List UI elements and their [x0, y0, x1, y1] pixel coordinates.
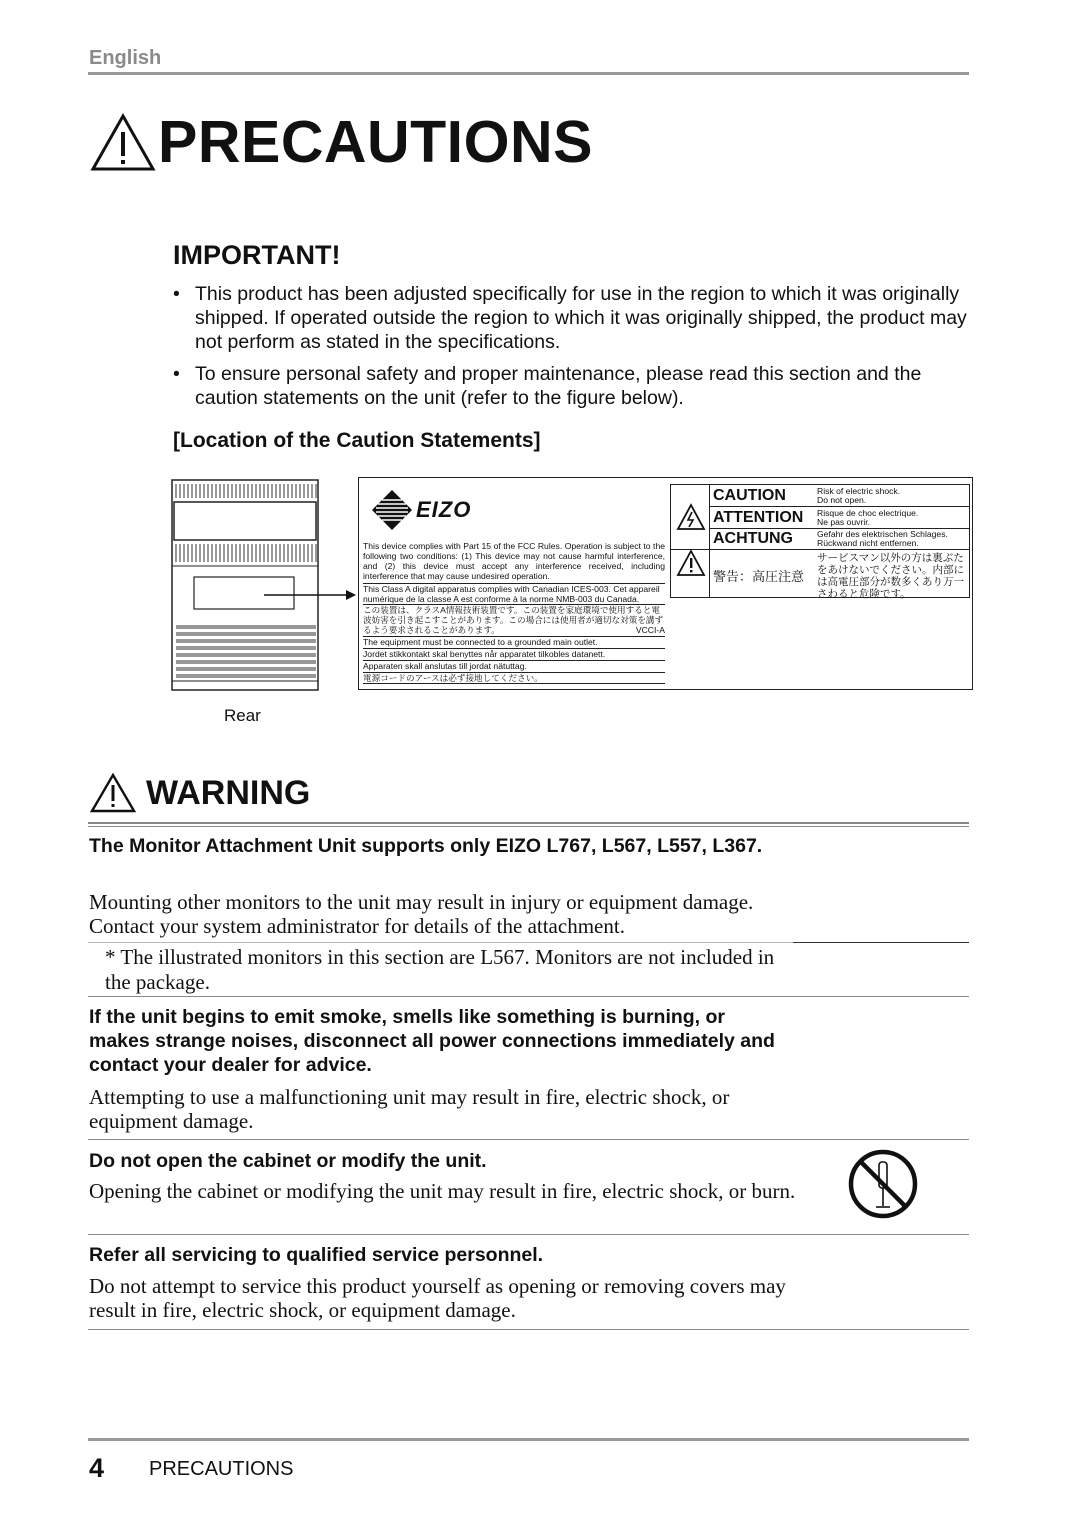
eizo-brand-text: EIZO — [416, 497, 472, 522]
ground-statement-en: The equipment must be connected to a grounded main outlet. — [363, 636, 665, 647]
list-item: • To ensure personal safety and proper maintenance, please read this section and the caution statements on the unit (refer to the figure below). — [170, 362, 980, 410]
header-language: English — [89, 47, 162, 69]
warning-heading — [90, 772, 310, 814]
vcci-text: この装置は、クラスA情報技術装置です。この装置を家庭環境で使用すると電波妨害を引き起こすことがあります。この場合には使用者が適切な対策を講ずるよう要求されることがあります。 — [363, 605, 664, 635]
ground-statement-no: Jordet stikkontakt skal benyttes når apparatet tilkobles datanett. — [363, 648, 665, 659]
warning-triangle-icon — [676, 549, 706, 577]
warning-item-body: Attempting to use a malfunctioning unit may result in fire, electric shock, or equipment damage. — [89, 1085, 730, 1133]
vcci-mark: VCCI-A — [635, 625, 665, 635]
important-list — [170, 282, 980, 418]
important-heading: IMPORTANT! — [173, 240, 341, 270]
achtung-desc — [817, 530, 969, 548]
warning-item-title: Do not open the cabinet or modify the unit. — [89, 1150, 487, 1172]
caution-desc-line: Risk of electric shock. — [817, 486, 901, 496]
electric-shock-icon — [676, 503, 706, 531]
warning-item-body: Do not attempt to service this product yourself as opening or removing covers may result in fire, electric shock, or equipment damage. — [89, 1274, 786, 1322]
warning-note: * The illustrated monitors in this section are L567. Monitors are not included in the package. — [105, 945, 775, 994]
attention-desc-line: Ne pas ouvrir. — [817, 517, 871, 527]
keikoku-desc: サービスマン以外の方は裏ぶたをあけないでください。内部には高電圧部分が数多くあり万一さわると危険です。 — [817, 552, 964, 600]
warning-rule — [88, 822, 969, 827]
table-divider — [709, 484, 710, 598]
page-number: 4 — [89, 1453, 105, 1483]
achtung-desc-line: Gefahr des elektrischen Schlages. — [817, 529, 948, 539]
ices-statement: This Class A digital apparatus complies with Canadian ICES-003. Cet appareil numérique de la classe A est conforme à la norme NMB-003 du Canada. — [363, 583, 665, 604]
warning-rule — [88, 1329, 969, 1330]
table-divider — [709, 506, 970, 507]
vcci-statement — [363, 604, 665, 635]
warning-rule — [88, 1234, 969, 1235]
location-heading: [Location of the Caution Statements] — [173, 429, 541, 452]
caution-word: CAUTION — [713, 487, 786, 504]
attention-desc-line: Risque de choc electrique. — [817, 508, 919, 518]
achtung-word: ACHTUNG — [713, 530, 793, 547]
rear-caption: Rear — [224, 706, 261, 725]
no-disassembly-icon — [846, 1148, 920, 1220]
attention-word: ATTENTION — [713, 509, 804, 526]
warning-rule — [88, 996, 969, 997]
note-rule — [793, 942, 969, 943]
warning-rule — [88, 1139, 969, 1140]
keikoku-word: 警告：高圧注意 — [713, 569, 805, 584]
warning-item-title: Refer all servicing to qualified service personnel. — [89, 1244, 544, 1266]
warning-item-title: The Monitor Attachment Unit supports only EIZO L767, L567, L557, L367. — [89, 835, 763, 857]
eizo-logo — [370, 488, 471, 532]
ground-statement-jp: 電源コードのアースは必ず接地してください。 — [363, 672, 665, 684]
achtung-desc-line: Rückwand nicht entfernen. — [817, 538, 919, 548]
note-rule — [88, 942, 793, 943]
monitor-rear-illustration — [170, 478, 360, 693]
warning-item-body: Opening the cabinet or modifying the unit may result in fire, electric shock, or burn. — [89, 1179, 796, 1203]
caution-desc — [817, 487, 967, 505]
list-item: • This product has been adjusted specifically for use in the region to which it was originally shipped. If operated outside the region to which it was originally shipped, the product may not perform as stated in the specifications. — [170, 282, 980, 354]
ground-statement-se: Apparaten skall anslutas till jordat nätuttag. — [363, 660, 665, 671]
header-rule — [88, 72, 969, 75]
page-title-text: PRECAUTIONS — [158, 109, 593, 175]
attention-desc — [817, 509, 967, 527]
footer-section-label: PRECAUTIONS — [149, 1458, 294, 1480]
table-divider — [670, 549, 970, 550]
warning-item-body: Mounting other monitors to the unit may result in injury or equipment damage. Contact your system administrator for details of the attachment. — [89, 890, 754, 938]
warning-heading-text: WARNING — [146, 773, 311, 812]
eizo-diamond-icon — [370, 488, 414, 532]
warning-item-title: If the unit begins to emit smoke, smells like something is burning, or makes strange noises, disconnect all power connections immediately and contact your dealer for advice. — [89, 1006, 775, 1076]
warning-triangle-icon — [90, 772, 136, 814]
page-title — [90, 108, 593, 176]
footer-rule — [88, 1438, 969, 1441]
caution-desc-line: Do not open. — [817, 495, 867, 505]
warning-triangle-icon — [90, 112, 156, 172]
fcc-statement: This device complies with Part 15 of the FCC Rules. Operation is subject to the following two conditions: (1) This device may not cause harmful interference, and (2) this device must accept any interference received, including interference that may cause undesired operation. — [363, 541, 665, 581]
